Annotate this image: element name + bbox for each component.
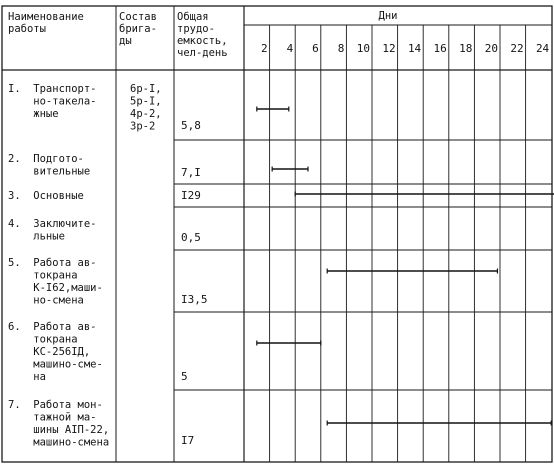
labor-header-line-1: Общая [177, 11, 209, 23]
team-header-line-1: Состав [119, 11, 157, 23]
table-row [8, 83, 289, 133]
labor-header-line-2: трудо- [177, 23, 215, 35]
team-header-line-3: ды [119, 35, 132, 47]
work-name-line: вительные [8, 165, 91, 178]
day-label: 10 [356, 42, 370, 55]
team-composition-line: 5р-I, [130, 95, 162, 108]
table-row [8, 399, 551, 449]
day-label: 18 [459, 42, 473, 55]
work-header-line-2: работы [8, 23, 46, 35]
work-name-line: 6. Работа ав- [8, 321, 97, 333]
day-label: 20 [484, 42, 498, 55]
work-name-line: токрана [8, 269, 78, 282]
day-grid-lines [270, 25, 526, 462]
labor-value: 5,8 [181, 119, 201, 132]
work-name-line: 4. Заключите- [8, 218, 97, 230]
team-composition-line: 4р-2, [130, 108, 162, 120]
work-name-line: жные [8, 108, 59, 120]
work-name-line: 5. Работа ав- [8, 257, 97, 269]
work-name-line: шины АIП-22, [8, 424, 110, 436]
day-label: 6 [312, 42, 319, 55]
work-name-line: 3. Основные [8, 190, 84, 202]
table-grid [2, 6, 552, 462]
day-labels [261, 42, 550, 55]
work-name-line: машино-сме- [8, 358, 103, 371]
table-row [8, 153, 308, 179]
day-label: 2 [260, 42, 268, 55]
table-row [8, 257, 497, 307]
work-name-line: КС-256IД, [8, 346, 91, 358]
work-name-line: К-I62,маши- [8, 282, 103, 294]
labor-value: 0,5 [181, 231, 201, 244]
work-name-line: но-смена [8, 294, 84, 307]
labor-value: 5 [181, 370, 188, 383]
day-label: 24 [535, 42, 550, 55]
work-name-line: I. Транспорт- [8, 83, 97, 95]
labor-value: 7,I [181, 166, 201, 179]
table-row [8, 189, 554, 202]
work-rows [8, 83, 554, 449]
work-name-line: 7. Работа мон- [8, 399, 103, 411]
day-label: 16 [433, 42, 447, 55]
team-header-line-2: брига- [119, 23, 157, 35]
table-row [8, 321, 321, 383]
table-row [8, 218, 554, 244]
work-name-line: но-такела- [8, 95, 97, 108]
day-label: 4 [286, 42, 294, 55]
work-name-line: 2. Подгото- [8, 153, 84, 165]
work-name-line: льные [8, 230, 65, 243]
work-name-line: машино-смена [8, 436, 110, 449]
labor-header-line-3: емкость, [177, 35, 228, 47]
days-header: Дни [378, 10, 398, 22]
day-label: 12 [382, 42, 396, 55]
team-composition-line: 3р-2 [130, 120, 156, 133]
work-header-line-1: Наименование [8, 11, 84, 23]
labor-value: I7 [181, 434, 195, 447]
labor-header-line-4: чел-день [177, 47, 228, 59]
day-label: 22 [510, 42, 524, 55]
day-label: 8 [337, 42, 345, 55]
work-name-line: тажной ма- [8, 411, 97, 424]
labor-value: I29 [181, 189, 201, 202]
work-name-line: на [8, 371, 46, 383]
labor-value: I3,5 [181, 293, 208, 306]
work-name-line: токрана [8, 333, 78, 346]
day-label: 14 [407, 42, 422, 55]
team-composition-line: 6р-I, [130, 83, 162, 95]
